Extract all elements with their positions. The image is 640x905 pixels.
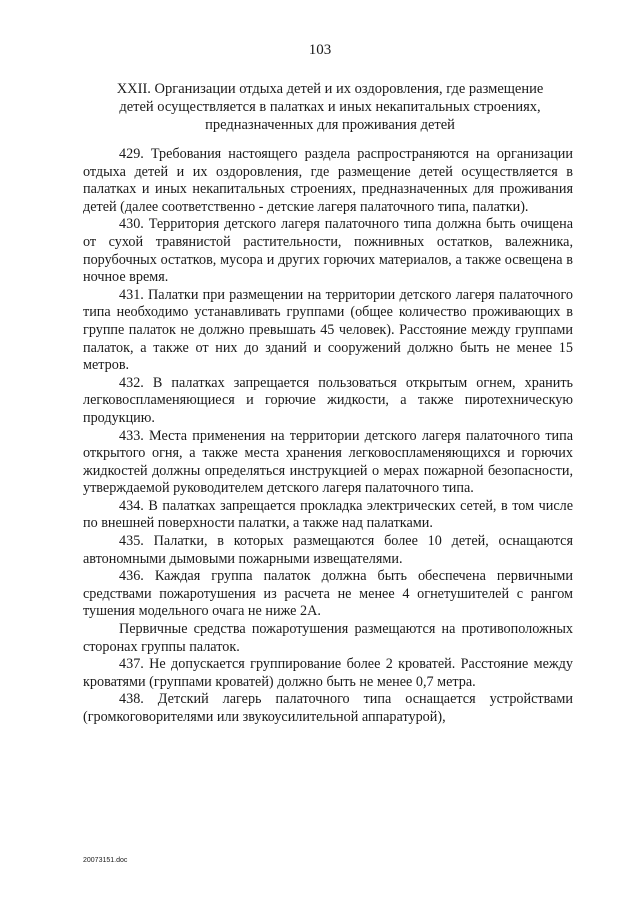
paragraph-436: 436. Каждая группа палаток должна быть обеспечена первичными средствами пожаротушения из расчета не менее 4 огнетушителей с рангом тушения модельного очага не ниже 2А. — [83, 568, 573, 620]
paragraph-433: 433. Места применения на территории детского лагеря палаточного типа открытого огня, а также места хранения легковоспламеняющихся и горючих жидкостей должны определяться инструкцией о мерах пожарной безопасности, утверждаемой руководителем детского лагеря палаточного типа. — [83, 427, 573, 497]
paragraph-434: 434. В палатках запрещается прокладка электрических сетей, в том числе по внешней поверхности палатки, а также над палатками. — [83, 497, 573, 532]
paragraph-431: 431. Палатки при размещении на территории детского лагеря палаточного типа необходимо устанавливать группами (общее количество проживающих в группе палаток не должно превышать 45 человек). Расстояние между группами палаток, а также от них до зданий и сооружений должно быть не менее 15 метров. — [83, 286, 573, 374]
paragraph-436-continued: Первичные средства пожаротушения размещаются на противоположных сторонах группы палаток. — [83, 621, 573, 655]
paragraph-438: 438. Детский лагерь палаточного типа оснащается устройствами (громкоговорителями или звукоусилительной аппаратурой), — [83, 691, 573, 725]
paragraph-435: 435. Палатки, в которых размещаются более 10 детей, оснащаются автономными дымовыми пожарными извещателями. — [83, 533, 573, 567]
paragraph-432: 432. В палатках запрещается пользоваться открытым огнем, хранить легковоспламеняющиеся и горючие жидкости, а также пиротехническую продукцию. — [83, 374, 573, 426]
page-number: 103 — [308, 42, 332, 58]
file-name-footer: 20073151.doc — [83, 857, 128, 864]
section-title: XXII. Организации отдыха детей и их оздоровления, где размещение детей осуществляется в палатках и иных некапитальных строениях, предназначенных для проживания детей — [116, 81, 544, 133]
document-body — [83, 146, 573, 727]
paragraph-430: 430. Территория детского лагеря палаточного типа должна быть очищена от сухой травянистой растительности, пожнивных остатков, валежника, порубочных остатков, мусора и других горючих материалов, а также освещена в ночное время. — [83, 216, 573, 286]
paragraph-437: 437. Не допускается группирование более 2 кроватей. Расстояние между кроватями (группами кроватей) должно быть не менее 0,7 метра. — [83, 656, 573, 690]
paragraph-429: 429. Требования настоящего раздела распространяются на организации отдыха детей и их оздоровления, где размещение детей осуществляется в палатках и иных некапитальных строениях, предназначенных для проживания детей (далее соответственно - детские лагеря палаточного типа, палатки). — [83, 146, 573, 215]
